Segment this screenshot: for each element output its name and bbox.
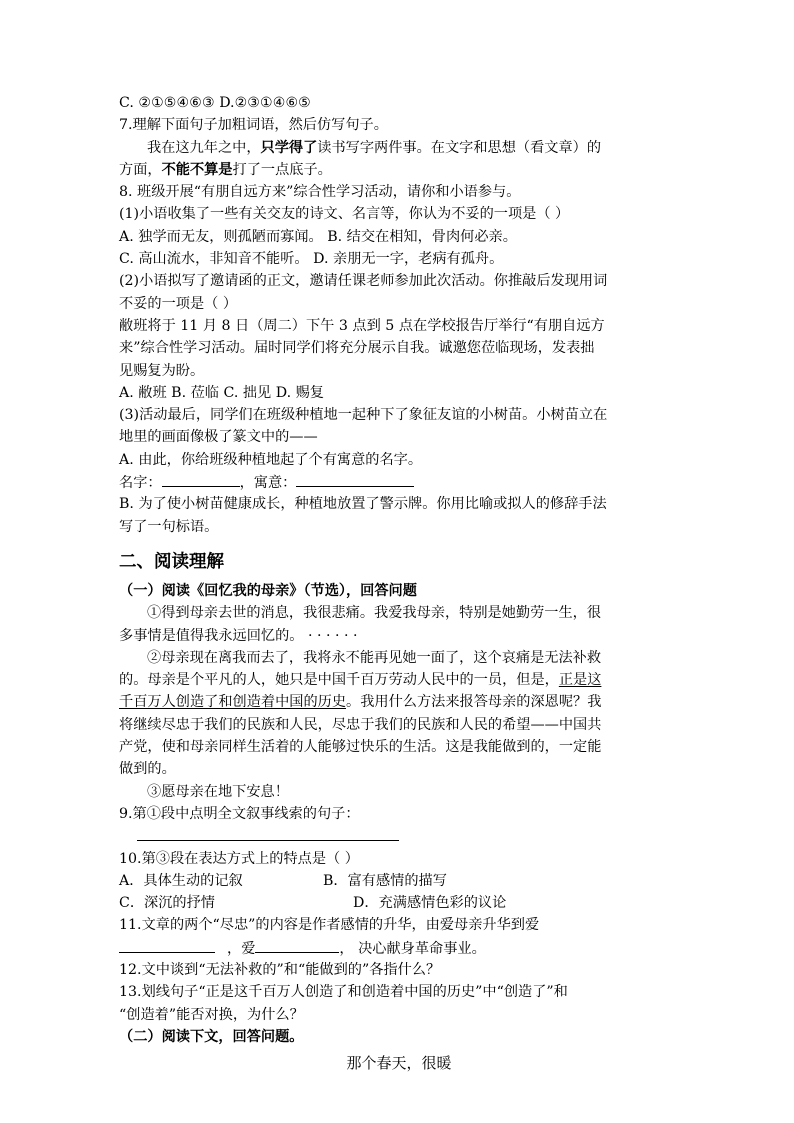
q7-sentence-line2 [119,159,679,181]
meaning-blank[interactable] [296,471,414,487]
invitation-line1: 敝班将于 11 月 8 日（周二）下午 3 点到 5 点在学校报告厅举行“有朋自远方 [119,317,605,334]
q11-blank-1[interactable] [119,937,215,953]
q6-options-line: C. ②①⑤④⑥③ D.②③①④⑥⑤ [119,95,311,111]
para2-line4: 将继续尽忠于我们的民族和人民，尽忠于我们的民族和人民的希望——中国共 [119,716,602,733]
q8-part3-a: A. 由此，你给班级种植地起了个有寓意的名字。 [119,451,423,468]
q10-option-a: A．具体生动的记叙 [119,872,243,889]
invitation-line3: 见赐复为盼。 [119,362,205,379]
text-span: 打了一点底子。 [232,161,332,178]
article-title: 那个春天，很暖 [346,1054,452,1073]
q11-prompt: 11.文章的两个“尽忠”的内容是作者感情的升华，由爱母亲升华到爱 [119,917,540,934]
document-page [119,92,679,1074]
q9-blank[interactable] [137,825,399,841]
q9-prompt: 9.第①段中点明全文叙事线索的句子： [119,805,360,822]
subsection-heading-2: （二）阅读下文，回答问题。 [119,1028,304,1045]
q8-part2-cont: 不妥的一项是（ ） [119,295,238,312]
q8-part3: (3)活动最后，同学们在班级种植地一起种下了象征友谊的小树苗。小树苗立在 [119,407,608,424]
para3-line1: ③愿母亲在地下安息！ [147,783,289,800]
q10-prompt: 10.第③段在表达方式上的特点是（ ） [119,850,359,867]
invitation-line2: 来”综合性学习活动。届时同学们将充分展示自我。诚邀您莅临现场，发表拙 [119,340,595,357]
subsection-heading-1: （一）阅读《回忆我的母亲》（节选），回答问题 [119,582,417,599]
q10-option-c: C．深沉的抒情 [119,895,215,912]
q10-options-ab [119,870,679,892]
para2-line3 [119,691,679,713]
q8-prompt: 8. 班级开展“有朋自远方来”综合性学习活动，请你和小语参与。 [119,184,521,201]
q11-blank-2[interactable] [255,937,339,953]
para2-line1: ②母亲现在离我而去了，我将永不能再见她一面了，这个哀痛是无法补救 [147,649,602,666]
q10-option-d: D．充满感情色彩的议论 [353,895,507,912]
q10-options-cd [119,892,679,914]
para1-line2: 多事情是值得我永远回忆的。 · · · · · · [119,627,358,644]
q8-part3-b-cont: 写了一句标语。 [119,518,219,535]
text-span: ， 决心献身革命事业。 [339,940,486,957]
para2-line2 [119,669,679,691]
para2-line5: 产党，使和母亲同样生活着的人能够过快乐的生活。这是我能做到的，一定能 [119,739,602,756]
bold-word-2: 不能不算是 [161,161,233,178]
text-span: 读书写字两件事。在文字和思想（看文章）的 [317,139,602,156]
q9-answer-line [119,825,679,847]
text-span: 方面， [119,161,162,178]
q10-option-b: B．富有感情的描写 [323,872,447,889]
q8-part1-options-ab: A. 独学而无友，则孤陋而寡闻。 B. 结交在相知，骨肉何必亲。 [119,228,517,245]
text-span: 我在这九年之中， [147,139,261,156]
q8-part3-b: B. 为了使小树苗健康成长，种植地放置了警示牌。你用比喻或拟人的修辞手法 [119,496,607,513]
q13-prompt: 13.划线句子“正是这千百万人创造了和创造着中国的历史”中“创造了”和 [119,984,568,1001]
q12-prompt: 12.文中谈到“无法补救的”和“能做到的”各指什么？ [119,961,441,978]
q7-sentence-line1 [119,137,679,159]
meaning-label: ，寓意： [239,475,297,492]
q8-part1: (1)小语收集了一些有关交友的诗文、名言等，你认为不妥的一项是（ ） [119,206,570,223]
q7-prompt: 7.理解下面句子加粗词语，然后仿写句子。 [119,117,388,134]
q8-part1-options-cd: C. 高山流水，非知音不能听。 D. 亲朋无一字，老病有孤舟。 [119,251,504,268]
underlined-sentence-part2: 千百万人创造了和创造着中国的历史 [119,694,347,711]
para2-line6: 做到的。 [119,761,176,778]
section-heading: 二、阅读理解 [119,551,224,572]
name-blank[interactable] [162,471,240,487]
bold-word-1: 只学得了 [260,139,318,156]
q8-part2: (2)小语拟写了邀请函的正文，邀请任课老师参加此次活动。你推敲后发现用词 [119,273,608,290]
underlined-sentence-part1: 正是这 [558,672,602,689]
q13-prompt-cont: “创造着”能否对换，为什么？ [119,1006,304,1023]
text-span: ，爱 [227,940,256,957]
q11-blanks-line [119,937,679,959]
q8-part3-cont: 地里的画面像极了篆文中的—— [119,429,318,446]
q8-part2-options: A. 敝班 B. 莅临 C. 拙见 D. 赐复 [119,384,324,401]
text-span: 。我用什么方法来报答母亲的深恩呢？我 [346,694,602,711]
name-label: 名字： [119,475,162,492]
name-meaning-line [119,471,679,493]
text-span: 的。母亲是个平凡的人，她只是中国千百万劳动人民中的一员，但是， [119,672,559,689]
para1-line1: ①得到母亲去世的消息，我很悲痛。我爱我母亲，特别是她勤劳一生，很 [147,605,602,622]
